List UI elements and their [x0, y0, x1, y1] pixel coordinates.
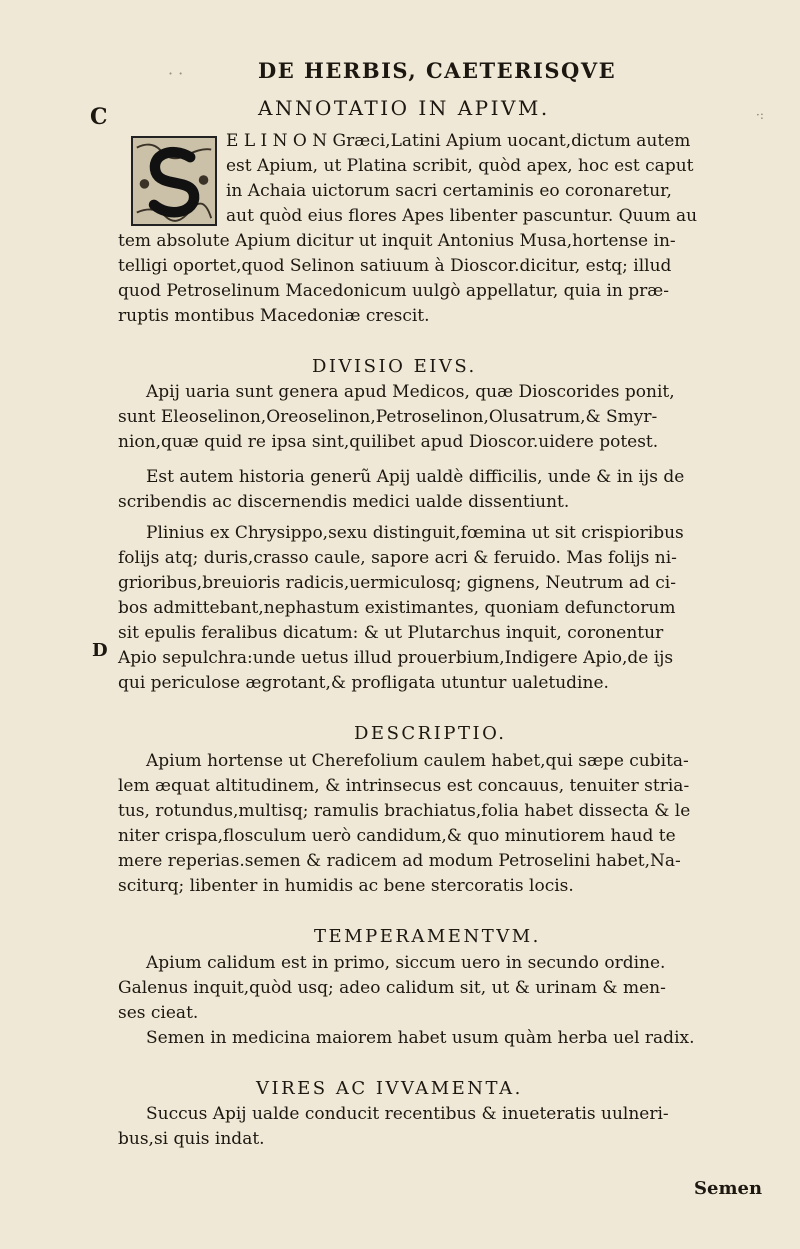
text-line: bus,si quis indat.	[118, 1129, 265, 1149]
text-line: bos admittebant,nephastum existimantes, quoniam defunctorum	[118, 598, 676, 618]
text-line: est Apium, ut Platina scribit, quòd apex, hoc est caput	[226, 156, 694, 176]
decorated-initial-s-icon	[133, 138, 215, 224]
text-line: Semen in medicina maiorem habet usum quàm herba uel radix.	[146, 1028, 695, 1048]
text-line: ses cieat.	[118, 1003, 199, 1023]
text-line: E L I N O N Græci,Latini Apium uocant,dictum autem	[226, 131, 691, 151]
section-heading-vires: VIRES AC IVVAMENTA.	[256, 1078, 523, 1099]
text-line: Apij uaria sunt genera apud Medicos, quæ Dioscorides ponit,	[146, 382, 675, 402]
text-line: ruptis montibus Macedoniæ crescit.	[118, 306, 430, 326]
text-line: sit epulis feralibus dicatum: & ut Plutarchus inquit, coronentur	[118, 623, 664, 643]
margin-mark: ·:	[756, 108, 764, 122]
text-line: niter crispa,flosculum uerò candidum,& quo minutiorem haud te	[118, 826, 676, 846]
section-heading-temperamentum: TEMPERAMENTVM.	[314, 926, 541, 947]
text-line: quod Petroselinum Macedonicum uulgò appellatur, quia in præ-	[118, 281, 669, 301]
text-line: Succus Apij ualde conducit recentibus & inueteratis uulneri-	[146, 1104, 669, 1124]
text-line: lem æquat altitudinem, & intrinsecus est concauus, tenuiter stria-	[118, 776, 690, 796]
text-line: Apio sepulchra:unde uetus illud prouerbium,Indigere Apio,de ijs	[118, 648, 674, 668]
text-line: grioribus,breuioris radicis,uermiculosq; gignens, Neutrum ad ci-	[118, 573, 676, 593]
page-smudge: · ·	[168, 64, 184, 83]
text-line: Plinius ex Chrysippo,sexu distinguit,fœmina ut sit crispioribus	[146, 523, 684, 543]
text-line: Galenus inquit,quòd usq; adeo calidum sit, ut & urinam & men-	[118, 978, 666, 998]
text-line: sunt Eleoselinon,Oreoselinon,Petroselinon,Olusatrum,& Smyr-	[118, 407, 658, 427]
text-line: Apium hortense ut Cherefolium caulem habet,qui sæpe cubita-	[146, 751, 689, 771]
text-line: folijs atq; duris,crasso caule, sapore acri & feruido. Mas folijs ni-	[118, 548, 677, 568]
section-heading-divisio: DIVISIO EIVS.	[312, 356, 477, 377]
text-line: sciturq; libenter in humidis ac bene stercoratis locis.	[118, 876, 574, 896]
text-line: telligi oportet,quod Selinon satiuum à Dioscor.dicitur, estq; illud	[118, 256, 672, 276]
running-header: DE HERBIS, CAETERISQVE	[258, 58, 617, 83]
margin-letter-c: C	[90, 104, 108, 130]
text-line: tem absolute Apium dicitur ut inquit Antonius Musa,hortense in-	[118, 231, 676, 251]
text-line: aut quòd eius flores Apes libenter pascuntur. Quum au	[226, 206, 698, 226]
decorated-initial-s-image	[131, 136, 217, 226]
text-line: nion,quæ quid re ipsa sint,quilibet apud Dioscor.uidere potest.	[118, 432, 659, 452]
margin-letter-d: D	[92, 640, 108, 661]
text-line: Apium calidum est in primo, siccum uero in secundo ordine.	[146, 953, 666, 973]
text-line: scribendis ac discernendis medici ualde dissentiunt.	[118, 492, 570, 512]
section-heading-descriptio: DESCRIPTIO.	[354, 723, 507, 744]
text-line: qui periculose ægrotant,& profligata utuntur ualetudine.	[118, 673, 609, 693]
text-line: tus, rotundus,multisq; ramulis brachiatus,folia habet dissecta & le	[118, 801, 691, 821]
text-line: mere reperias.semen & radicem ad modum Petroselini habet,Na-	[118, 851, 681, 871]
text-line: Est autem historia generũ Apij ualdè difficilis, unde & in ijs de	[146, 467, 685, 487]
text-line: in Achaia uictorum sacri certaminis eo coronaretur,	[226, 181, 672, 201]
catchword: Semen	[694, 1178, 763, 1199]
section-heading-annotatio: ANNOTATIO IN APIVM.	[258, 96, 550, 120]
